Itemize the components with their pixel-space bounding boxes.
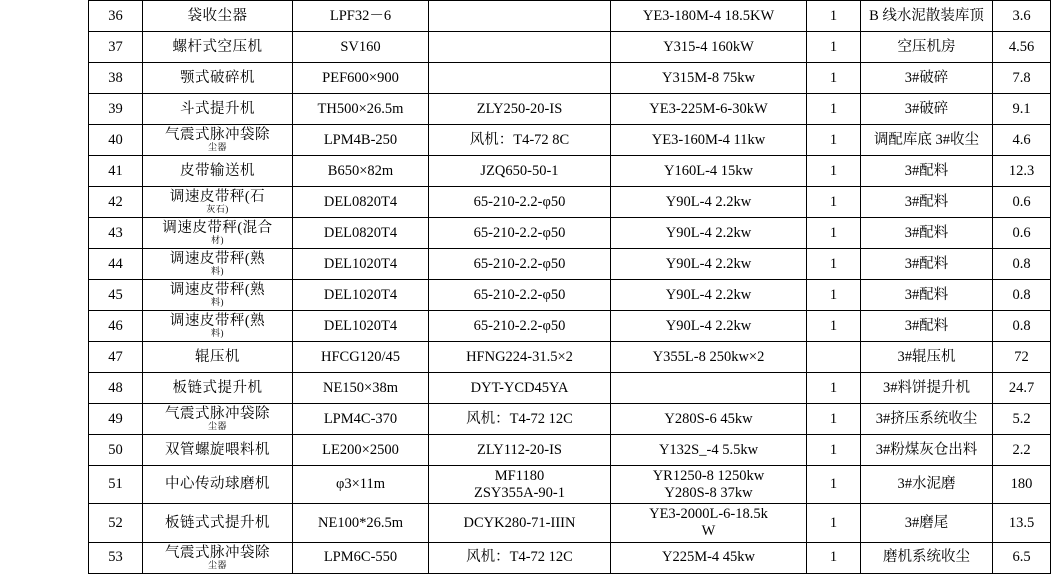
cell-quantity: 1 <box>807 218 861 249</box>
cell-power: 72 <box>993 342 1051 373</box>
cell-equipment-name-line1: 调速皮带秤(石 <box>169 189 266 206</box>
cell-quantity: 1 <box>807 542 861 573</box>
cell-quantity: 1 <box>807 504 861 542</box>
cell-spec: HFNG224-31.5×2 <box>429 342 611 373</box>
cell-spec: DCYK280-71-IIIN <box>429 504 611 542</box>
cell-equipment-name <box>143 542 293 573</box>
cell-location: 3#破碎 <box>861 94 993 125</box>
cell-quantity: 1 <box>807 156 861 187</box>
cell-equipment-name-line2: 尘器 <box>207 421 227 432</box>
cell-location: 3#料饼提升机 <box>861 373 993 404</box>
cell-motor: YE3-160M-4 11kw <box>611 125 807 156</box>
cell-location: 3#磨尾 <box>861 504 993 542</box>
cell-power: 0.6 <box>993 218 1051 249</box>
cell-motor-line2: W <box>701 523 716 540</box>
cell-spec: 风机：T4-72 12C <box>429 404 611 435</box>
cell-model: DEL1020T4 <box>293 311 429 342</box>
table-row <box>89 342 1051 373</box>
cell-location: 3#辊压机 <box>861 342 993 373</box>
cell-spec: 65-210-2.2-φ50 <box>429 280 611 311</box>
cell-power: 6.5 <box>993 542 1051 573</box>
cell-no: 51 <box>89 466 143 504</box>
cell-no: 44 <box>89 249 143 280</box>
cell-motor: Y90L-4 2.2kw <box>611 249 807 280</box>
table-row <box>89 373 1051 404</box>
cell-location: 空压机房 <box>861 32 993 63</box>
cell-equipment-name <box>143 218 293 249</box>
cell-quantity: 1 <box>807 311 861 342</box>
cell-location: 3#配料 <box>861 187 993 218</box>
table-row <box>89 1 1051 32</box>
table-row <box>89 94 1051 125</box>
cell-equipment-name-line2: 尘器 <box>207 559 227 570</box>
cell-equipment-name-line2: 料) <box>211 297 224 308</box>
cell-equipment-name-line2: 料) <box>211 266 224 277</box>
cell-equipment-name: 辊压机 <box>143 342 293 373</box>
cell-equipment-name-line1: 气震式脉冲袋除 <box>165 406 270 423</box>
cell-motor: Y315-4 160kW <box>611 32 807 63</box>
cell-equipment-name-line2: 灰石) <box>206 204 229 215</box>
cell-location: 3#水泥磨 <box>861 466 993 504</box>
equipment-table-body <box>89 1 1051 574</box>
cell-location: 3#粉煤灰仓出料 <box>861 435 993 466</box>
cell-model: PEF600×900 <box>293 63 429 94</box>
cell-motor: Y160L-4 15kw <box>611 156 807 187</box>
cell-spec: 65-210-2.2-φ50 <box>429 311 611 342</box>
cell-location: 3#破碎 <box>861 63 993 94</box>
cell-quantity: 1 <box>807 249 861 280</box>
cell-power: 0.8 <box>993 249 1051 280</box>
cell-motor <box>611 466 807 504</box>
cell-no: 36 <box>89 1 143 32</box>
table-row <box>89 63 1051 94</box>
cell-motor: Y90L-4 2.2kw <box>611 187 807 218</box>
cell-equipment-name-line2: 尘器 <box>207 142 227 153</box>
table-row <box>89 249 1051 280</box>
cell-no: 50 <box>89 435 143 466</box>
cell-model: DEL1020T4 <box>293 249 429 280</box>
cell-location: 3#配料 <box>861 280 993 311</box>
cell-motor: YE3-180M-4 18.5KW <box>611 1 807 32</box>
cell-equipment-name: 斗式提升机 <box>143 94 293 125</box>
cell-equipment-name-line2: 料) <box>211 328 224 339</box>
cell-quantity: 1 <box>807 187 861 218</box>
cell-equipment-name-line1: 调速皮带秤(混合 <box>162 220 273 237</box>
cell-spec <box>429 63 611 94</box>
cell-quantity: 1 <box>807 1 861 32</box>
cell-quantity: 1 <box>807 404 861 435</box>
cell-motor: Y132S_-4 5.5kw <box>611 435 807 466</box>
cell-quantity: 1 <box>807 63 861 94</box>
cell-spec: ZLY112-20-IS <box>429 435 611 466</box>
table-row <box>89 404 1051 435</box>
cell-spec <box>429 466 611 504</box>
cell-power: 0.8 <box>993 311 1051 342</box>
cell-model: SV160 <box>293 32 429 63</box>
cell-model: B650×82m <box>293 156 429 187</box>
cell-no: 40 <box>89 125 143 156</box>
cell-motor-line1: YE3-2000L-6-18.5k <box>649 506 768 523</box>
cell-model: DEL1020T4 <box>293 280 429 311</box>
cell-spec-line1: MF1180 <box>494 468 545 484</box>
cell-no: 49 <box>89 404 143 435</box>
cell-quantity: 1 <box>807 435 861 466</box>
cell-quantity: 1 <box>807 280 861 311</box>
cell-quantity <box>807 342 861 373</box>
cell-no: 45 <box>89 280 143 311</box>
cell-spec: 65-210-2.2-φ50 <box>429 187 611 218</box>
cell-equipment-name-line1: 气震式脉冲袋除 <box>165 545 270 562</box>
table-row <box>89 280 1051 311</box>
cell-spec: 65-210-2.2-φ50 <box>429 218 611 249</box>
cell-equipment-name: 板链式式提升机 <box>143 504 293 542</box>
table-row <box>89 504 1051 542</box>
cell-spec: JZQ650-50-1 <box>429 156 611 187</box>
cell-location: 3#配料 <box>861 218 993 249</box>
cell-no: 48 <box>89 373 143 404</box>
cell-model: φ3×11m <box>293 466 429 504</box>
cell-motor-line1: YR1250-8 1250kw <box>652 468 765 484</box>
cell-model: TH500×26.5m <box>293 94 429 125</box>
cell-no: 52 <box>89 504 143 542</box>
cell-equipment-name: 中心传动球磨机 <box>143 466 293 504</box>
cell-model: NE100*26.5m <box>293 504 429 542</box>
cell-no: 38 <box>89 63 143 94</box>
cell-equipment-name-line1: 调速皮带秤(熟 <box>169 282 266 299</box>
cell-power: 4.56 <box>993 32 1051 63</box>
cell-motor: Y280S-6 45kw <box>611 404 807 435</box>
table-row <box>89 187 1051 218</box>
cell-model: DEL0820T4 <box>293 187 429 218</box>
cell-quantity: 1 <box>807 94 861 125</box>
cell-equipment-name: 板链式提升机 <box>143 373 293 404</box>
cell-equipment-name <box>143 249 293 280</box>
cell-model: LPM4B-250 <box>293 125 429 156</box>
cell-equipment-name <box>143 187 293 218</box>
cell-spec: 风机：T4-72 12C <box>429 542 611 573</box>
cell-equipment-name <box>143 280 293 311</box>
cell-no: 43 <box>89 218 143 249</box>
cell-quantity: 1 <box>807 466 861 504</box>
cell-no: 42 <box>89 187 143 218</box>
cell-quantity: 1 <box>807 373 861 404</box>
cell-model: LE200×2500 <box>293 435 429 466</box>
cell-equipment-name-line1: 调速皮带秤(熟 <box>169 313 266 330</box>
cell-location: 磨机系统收尘 <box>861 542 993 573</box>
cell-no: 53 <box>89 542 143 573</box>
cell-power: 4.6 <box>993 125 1051 156</box>
cell-model: DEL0820T4 <box>293 218 429 249</box>
cell-motor: Y315M-8 75kw <box>611 63 807 94</box>
cell-power: 180 <box>993 466 1051 504</box>
cell-model: LPF32－6 <box>293 1 429 32</box>
cell-spec: ZLY250-20-IS <box>429 94 611 125</box>
cell-location: 3#配料 <box>861 156 993 187</box>
cell-power: 0.8 <box>993 280 1051 311</box>
cell-equipment-name: 皮带输送机 <box>143 156 293 187</box>
cell-model: LPM6C-550 <box>293 542 429 573</box>
cell-spec <box>429 1 611 32</box>
cell-no: 39 <box>89 94 143 125</box>
cell-power: 9.1 <box>993 94 1051 125</box>
cell-model: LPM4C-370 <box>293 404 429 435</box>
cell-motor <box>611 373 807 404</box>
cell-spec: 风机：T4-72 8C <box>429 125 611 156</box>
cell-no: 37 <box>89 32 143 63</box>
cell-power: 2.2 <box>993 435 1051 466</box>
cell-equipment-name: 袋收尘器 <box>143 1 293 32</box>
cell-equipment-name: 螺杆式空压机 <box>143 32 293 63</box>
table-row <box>89 542 1051 573</box>
cell-motor: Y90L-4 2.2kw <box>611 311 807 342</box>
cell-motor <box>611 504 807 542</box>
cell-quantity: 1 <box>807 125 861 156</box>
cell-location: 调配库底 3#收尘 <box>861 125 993 156</box>
table-row <box>89 218 1051 249</box>
cell-spec: DYT-YCD45YA <box>429 373 611 404</box>
cell-motor: Y90L-4 2.2kw <box>611 218 807 249</box>
cell-equipment-name <box>143 311 293 342</box>
cell-equipment-name-line1: 气震式脉冲袋除 <box>165 127 270 144</box>
cell-motor: Y225M-4 45kw <box>611 542 807 573</box>
cell-equipment-name <box>143 125 293 156</box>
cell-power: 24.7 <box>993 373 1051 404</box>
table-row <box>89 32 1051 63</box>
cell-spec <box>429 32 611 63</box>
cell-power: 3.6 <box>993 1 1051 32</box>
cell-location: 3#配料 <box>861 311 993 342</box>
cell-model: HFCG120/45 <box>293 342 429 373</box>
cell-power: 12.3 <box>993 156 1051 187</box>
cell-equipment-name: 双管螺旋喂料机 <box>143 435 293 466</box>
table-row <box>89 311 1051 342</box>
cell-spec-line2: ZSY355A-90-1 <box>473 484 566 501</box>
table-row <box>89 435 1051 466</box>
cell-spec: 65-210-2.2-φ50 <box>429 249 611 280</box>
cell-power: 5.2 <box>993 404 1051 435</box>
cell-power: 7.8 <box>993 63 1051 94</box>
cell-power: 0.6 <box>993 187 1051 218</box>
cell-equipment-name-line2: 材) <box>211 235 224 246</box>
table-row <box>89 125 1051 156</box>
cell-motor: YE3-225M-6-30kW <box>611 94 807 125</box>
cell-motor-line2: Y280S-8 37kw <box>664 484 753 501</box>
cell-location: B 线水泥散装库顶 <box>861 1 993 32</box>
cell-quantity: 1 <box>807 32 861 63</box>
cell-motor: Y355L-8 250kw×2 <box>611 342 807 373</box>
cell-no: 46 <box>89 311 143 342</box>
cell-equipment-name-line1: 调速皮带秤(熟 <box>169 251 266 268</box>
cell-model: NE150×38m <box>293 373 429 404</box>
cell-location: 3#配料 <box>861 249 993 280</box>
table-row <box>89 156 1051 187</box>
cell-no: 41 <box>89 156 143 187</box>
cell-equipment-name <box>143 404 293 435</box>
cell-power: 13.5 <box>993 504 1051 542</box>
cell-equipment-name: 颚式破碎机 <box>143 63 293 94</box>
equipment-table <box>88 0 1051 574</box>
cell-motor: Y90L-4 2.2kw <box>611 280 807 311</box>
cell-no: 47 <box>89 342 143 373</box>
cell-location: 3#挤压系统收尘 <box>861 404 993 435</box>
table-row <box>89 466 1051 504</box>
